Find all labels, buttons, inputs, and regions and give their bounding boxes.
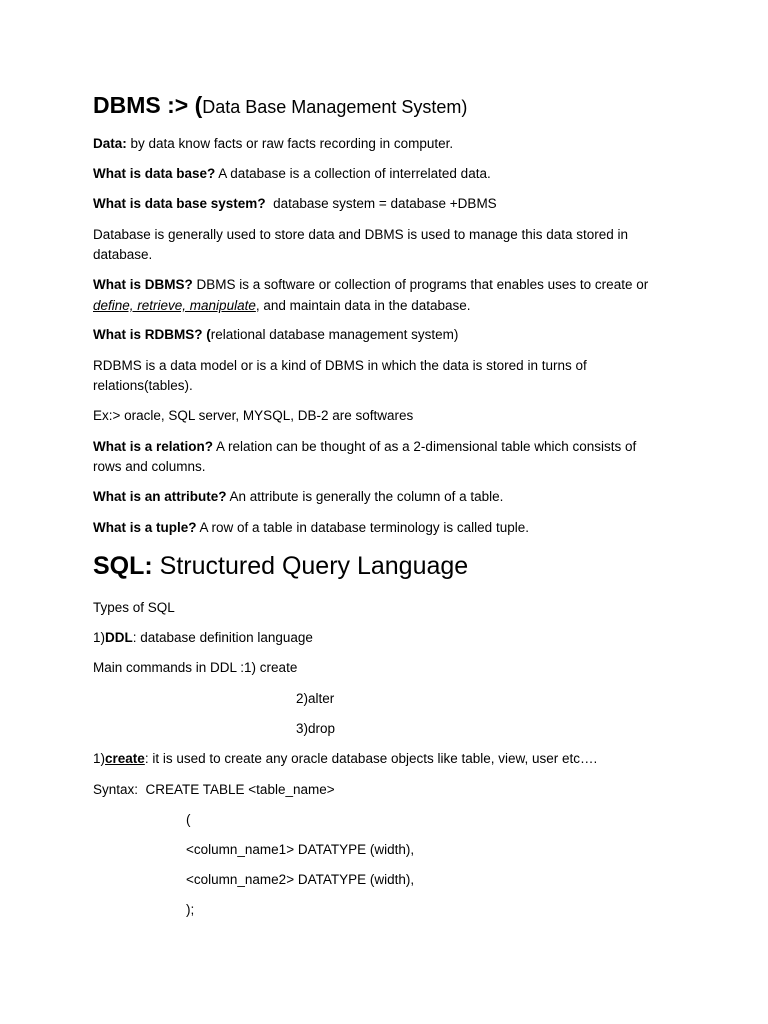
database-label: What is data base?: [93, 166, 216, 181]
rdbms-label: What is RDBMS? (: [93, 327, 211, 342]
rdbms-line-2: relations(tables).: [93, 378, 193, 393]
database-system-text: database system = database +DBMS: [265, 196, 497, 211]
ddl-command-alter: 2)alter: [296, 691, 335, 706]
examples-line: Ex:> oracle, SQL server, MYSQL, DB-2 are softwares: [93, 408, 414, 423]
attribute-text: An attribute is generally the column of a table.: [226, 489, 504, 504]
attribute-definition: [93, 487, 503, 507]
dbms-heading-rest: Data Base Management System): [202, 97, 468, 117]
data-text: by data know facts or raw facts recording in computer.: [126, 136, 454, 151]
dbms-definition: [93, 275, 648, 295]
create-label: create: [105, 751, 145, 766]
relation-label: What is a relation?: [93, 439, 214, 454]
dbms-text: DBMS is a software or collection of programs that enables uses to create or: [192, 277, 649, 292]
rdbms-text: relational database management system): [210, 327, 459, 342]
dbms-definition-line-2: [93, 296, 471, 316]
dbms-heading-prefix: DBMS :> (: [93, 92, 203, 118]
tuple-definition: [93, 518, 529, 538]
sql-heading: [93, 551, 468, 581]
syntax-line-2: (: [186, 812, 191, 827]
database-text: A database is a collection of interrelated data.: [215, 166, 491, 181]
dbms-heading: [93, 91, 467, 121]
tuple-label: What is a tuple?: [93, 520, 197, 535]
syntax-line-4: <column_name2> DATATYPE (width),: [186, 872, 415, 887]
relation-line-2: rows and columns.: [93, 459, 206, 474]
relation-definition: [93, 437, 636, 457]
ddl-text: : database definition language: [132, 630, 313, 645]
ddl-label: DDL: [105, 630, 133, 645]
usage-line-2: database.: [93, 247, 153, 262]
data-definition: [93, 134, 453, 154]
ddl-num: 1): [93, 630, 106, 645]
data-label: Data:: [93, 136, 127, 151]
dbms-line2-rest: , and maintain data in the database.: [255, 298, 471, 313]
create-num: 1): [93, 751, 106, 766]
database-definition: [93, 164, 491, 184]
create-definition: [93, 749, 597, 769]
usage-line-1: Database is generally used to store data and DBMS is used to manage this data stored in: [93, 227, 629, 242]
database-system-definition: [93, 194, 497, 214]
attribute-label: What is an attribute?: [93, 489, 227, 504]
rdbms-line-1: RDBMS is a data model or is a kind of DBMS in which the data is stored in turns of: [93, 358, 587, 373]
relation-text: A relation can be thought of as a 2-dimensional table which consists of: [213, 439, 637, 454]
ddl-line: [93, 628, 313, 648]
types-of-sql: Types of SQL: [93, 600, 175, 615]
database-system-label: What is data base system?: [93, 196, 266, 211]
syntax-line-5: );: [186, 902, 195, 917]
ddl-command-drop: 3)drop: [296, 721, 336, 736]
syntax-line-1: Syntax: CREATE TABLE <table_name>: [93, 782, 335, 797]
sql-heading-rest: Structured Query Language: [152, 552, 469, 580]
ddl-commands-intro: Main commands in DDL :1) create: [93, 660, 298, 675]
dbms-label: What is DBMS?: [93, 277, 193, 292]
dbms-emphasis: define, retrieve, manipulate: [93, 298, 256, 313]
tuple-text: A row of a table in database terminology is called tuple.: [196, 520, 529, 535]
rdbms-definition: [93, 325, 458, 345]
syntax-line-3: <column_name1> DATATYPE (width),: [186, 842, 415, 857]
create-text: : it is used to create any oracle database objects like table, view, user etc….: [144, 751, 598, 766]
sql-heading-prefix: SQL:: [93, 552, 153, 580]
